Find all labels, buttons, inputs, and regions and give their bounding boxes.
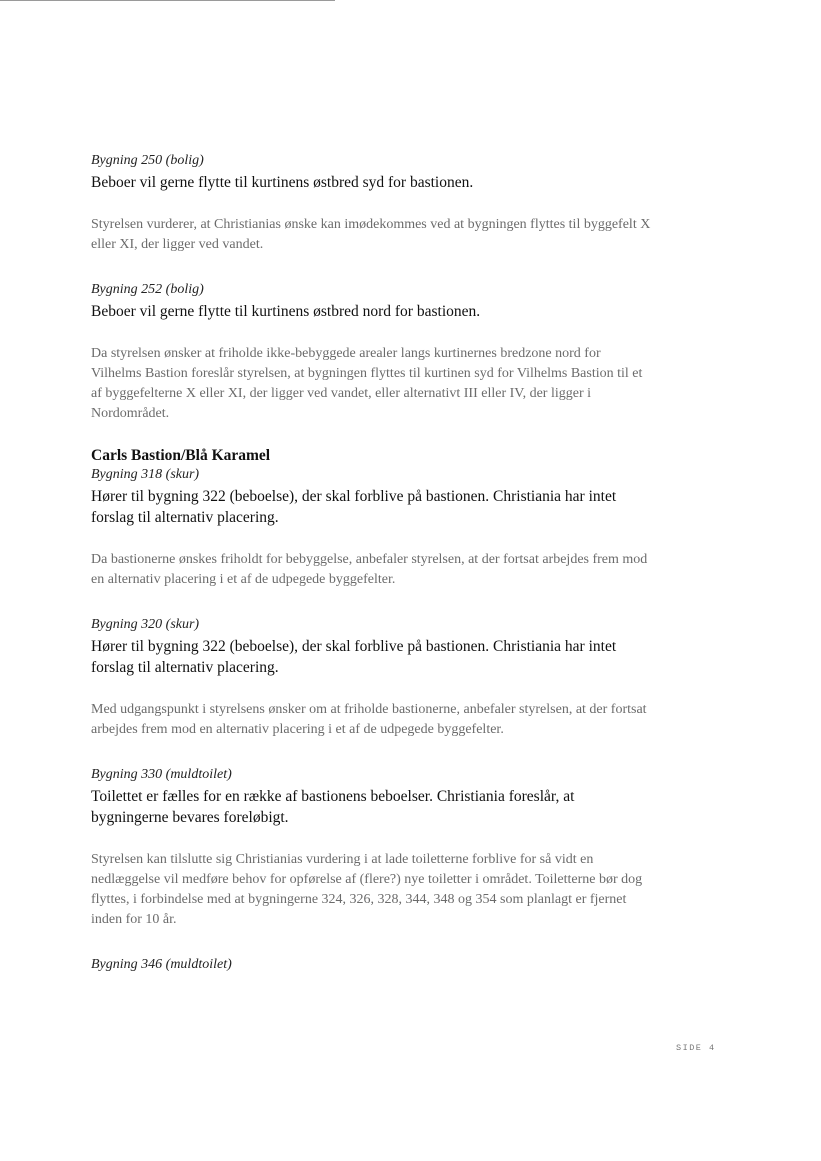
christiania-proposal: Beboer vil gerne flytte til kurtinens østbred syd for bastionen. xyxy=(91,174,474,191)
building-heading: Bygning 318 (skur) xyxy=(91,467,200,482)
christiania-proposal: Hører til bygning 322 (beboelse), der skal forblive på bastionen. Christiania har intet forslag til alternativ placering. xyxy=(91,638,617,676)
agency-response: Da styrelsen ønsker at friholde ikke-bebyggede arealer langs kurtinernes bredzone nord for Vilhelms Bastion foreslår styrelsen, at bygningen flyttes til kurtinen syd for Vilhelms Bastion til et af byggefelterne X eller XI, der ligger ved vandet, eller alternativt III eller IV, der ligger i Nordområdet. xyxy=(91,346,643,421)
building-heading: Bygning 250 (bolig) xyxy=(91,153,204,168)
agency-response: Styrelsen vurderer, at Christianias ønske kan imødekommes ved at bygningen flyttes til byggefelt X eller XI, der ligger ved vandet. xyxy=(91,217,651,252)
top-rule xyxy=(0,0,335,1)
building-heading: Bygning 320 (skur) xyxy=(91,617,200,632)
building-heading: Bygning 252 (bolig) xyxy=(91,282,204,297)
agency-response: Da bastionerne ønskes friholdt for bebyggelse, anbefaler styrelsen, at der fortsat arbejdes frem mod en alternativ placering i et af de udpegede byggefelter. xyxy=(91,552,648,587)
document-body xyxy=(91,152,651,974)
agency-response: Med udgangspunkt i styrelsens ønsker om at friholde bastionerne, anbefaler styrelsen, at der fortsat arbejdes frem mod en alternativ placering i et af de udpegede byggefelter. xyxy=(91,702,647,737)
christiania-proposal: Beboer vil gerne flytte til kurtinens østbred nord for bastionen. xyxy=(91,303,481,320)
agency-response: Styrelsen kan tilslutte sig Christianias vurdering i at lade toiletterne forblive for så vidt en nedlæggelse vil medføre behov for opførelse af (flere?) nye toiletter i området. Toiletterne bør dog flyttes, i forbindelse med at bygningerne 324, 326, 328, 344, 348 og 354 som planlagt er fjernet inden for 10 år. xyxy=(91,852,643,927)
christiania-proposal: Toilettet er fælles for en række af bastionens beboelser. Christiania foreslår, at bygningerne bevares foreløbigt. xyxy=(91,788,575,826)
page-number: SIDE 4 xyxy=(676,1043,716,1053)
building-heading: Bygning 330 (muldtoilet) xyxy=(91,767,232,782)
building-heading: Bygning 346 (muldtoilet) xyxy=(91,957,232,972)
section-title: Carls Bastion/Blå Karamel xyxy=(91,447,271,464)
christiania-proposal: Hører til bygning 322 (beboelse), der skal forblive på bastionen. Christiania har intet forslag til alternativ placering. xyxy=(91,488,617,526)
